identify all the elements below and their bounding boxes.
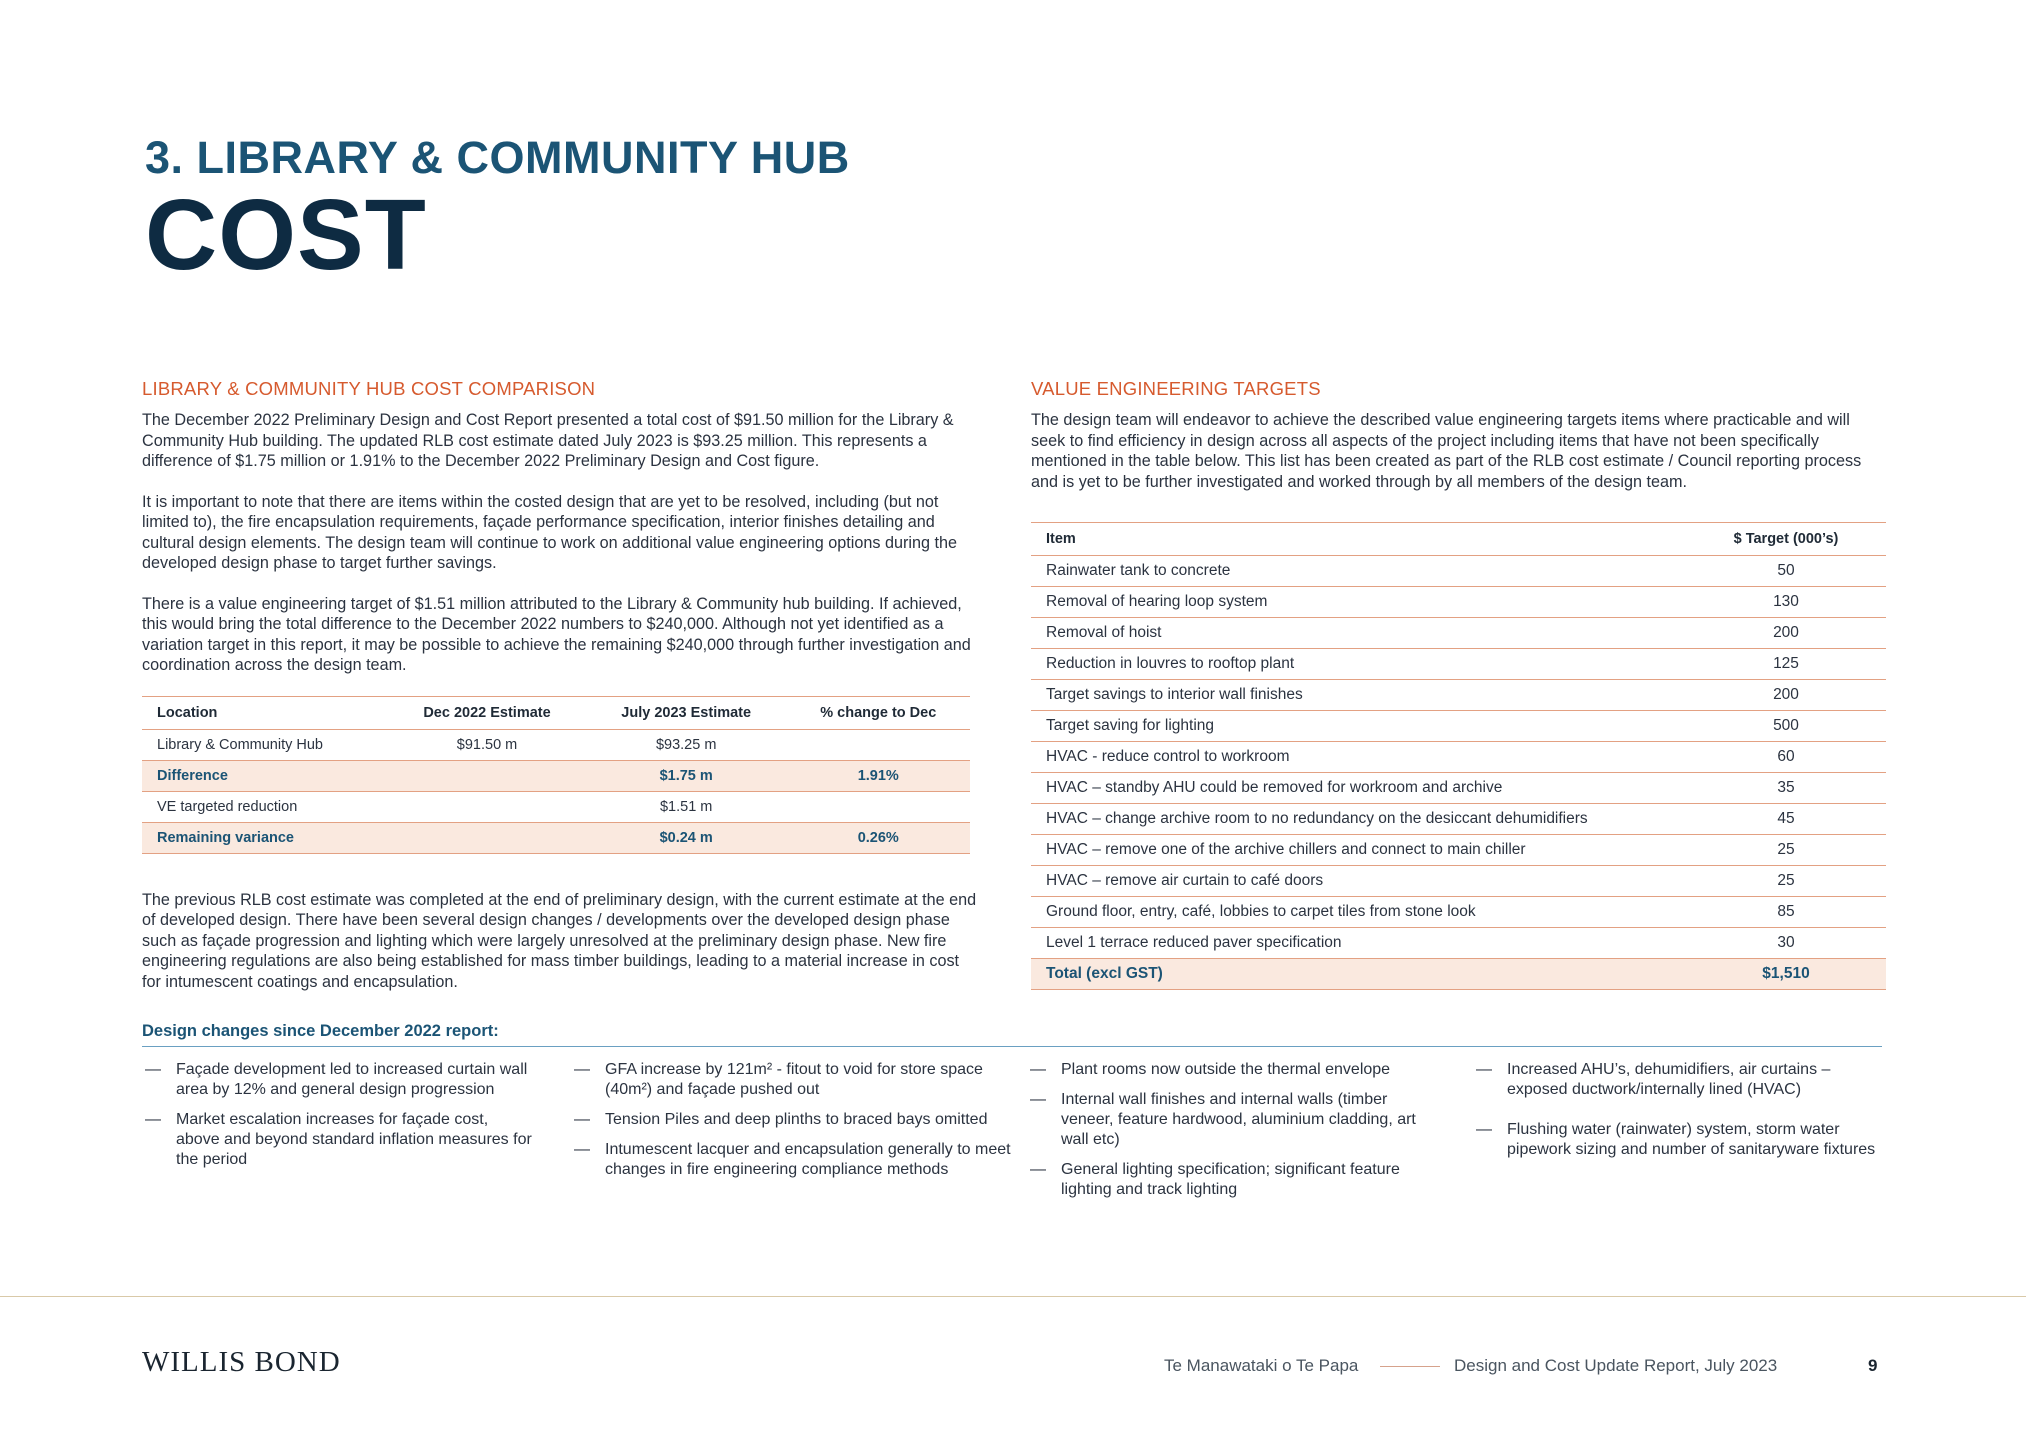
footer-report-title: Design and Cost Update Report, July 2023 [1454, 1356, 1778, 1375]
table-row [142, 760, 970, 791]
list-item: — GFA increase by 121m² - fitout to void for store space (40m²) and façade pushed out [574, 1061, 983, 1098]
table-cell: Removal of hearing loop system [1031, 587, 1686, 618]
table-cell: 200 [1686, 618, 1886, 649]
table-row [1031, 711, 1886, 742]
page-title: COST [145, 179, 427, 291]
table-row [1031, 804, 1886, 835]
table-row [1031, 773, 1886, 804]
intro-paragraph: The December 2022 Preliminary Design and Cost Report presented a total cost of $91.50 million for the Library & Community Hub building. The updated RLB cost estimate dated July 2023 is $93.25 million. This represents a difference of $1.75 million or 1.91% to the December 2022 Preliminary Design and Cost figure. [142, 411, 954, 470]
table-cell: 35 [1686, 773, 1886, 804]
table-cell: HVAC – remove one of the archive chillers and connect to main chiller [1031, 835, 1686, 866]
table-header-row [1031, 523, 1886, 556]
table-cell: $1.75 m [586, 760, 787, 791]
design-changes-column-3 [1030, 1060, 1440, 1210]
column-header: Item [1031, 523, 1686, 556]
table-cell: Ground floor, entry, café, lobbies to carpet tiles from stone look [1031, 897, 1686, 928]
design-changes-heading: Design changes since December 2022 report: [142, 1022, 1882, 1047]
willis-bond-logo: WILLIS BOND [142, 1346, 341, 1378]
table-cell: $0.24 m [586, 822, 787, 853]
table-cell: $1.51 m [586, 791, 787, 822]
table-row [1031, 835, 1886, 866]
table-cell: 200 [1686, 680, 1886, 711]
table-cell: Removal of hoist [1031, 618, 1686, 649]
table-cell: Library & Community Hub [142, 729, 388, 760]
value-engineering-heading: VALUE ENGINEERING TARGETS [1031, 378, 1321, 399]
column-header: % change to Dec [787, 696, 970, 729]
page-number: 9 [1868, 1356, 1878, 1375]
cost-comparison-table [142, 696, 970, 854]
table-cell: 0.26% [787, 822, 970, 853]
table-header-row [142, 696, 970, 729]
table-cell: 25 [1686, 835, 1886, 866]
total-row [1031, 959, 1886, 990]
list-item: — General lighting specification; significant feature lighting and track lighting [1030, 1161, 1400, 1198]
table-row [1031, 649, 1886, 680]
column-header: $ Target (000’s) [1686, 523, 1886, 556]
table-row [1031, 897, 1886, 928]
table-cell [388, 791, 586, 822]
table-cell [388, 760, 586, 791]
table-cell: HVAC – standby AHU could be removed for workroom and archive [1031, 773, 1686, 804]
column-header: July 2023 Estimate [586, 696, 787, 729]
table-cell: Level 1 terrace reduced paver specification [1031, 928, 1686, 959]
cost-comparison-section [142, 378, 982, 1012]
list-item: — Market escalation increases for façade cost, above and beyond standard inflation measures for the period [145, 1111, 532, 1168]
table-cell: HVAC – remove air curtain to café doors [1031, 866, 1686, 897]
table-cell: 125 [1686, 649, 1886, 680]
footer-divider [0, 1296, 2026, 1297]
table-cell: 60 [1686, 742, 1886, 773]
dash-bullet: — [1030, 1091, 1046, 1108]
value-engineering-section [1031, 378, 1886, 990]
table-cell [388, 822, 586, 853]
table-cell: 30 [1686, 928, 1886, 959]
table-cell: Rainwater tank to concrete [1031, 556, 1686, 587]
dash-bullet: — [1476, 1121, 1492, 1138]
table-cell: Remaining variance [142, 822, 388, 853]
dash-bullet: — [1030, 1061, 1046, 1078]
dash-bullet: — [574, 1141, 590, 1158]
estimate-context-paragraph: The previous RLB cost estimate was completed at the end of preliminary design, with the current estimate at the end of developed design. There have been several design changes / developments over the developed design phase such as façade progression and lighting which were largely unresolved at the preliminary design phase. New fire engineering regulations are also being established for mass timber buildings, leading to a material increase in cost for intumescent coatings and encapsulation. [142, 890, 977, 991]
dash-bullet: — [1476, 1061, 1492, 1078]
table-row [1031, 928, 1886, 959]
table-cell: Total (excl GST) [1031, 959, 1686, 990]
list-item: — Intumescent lacquer and encapsulation generally to meet changes in fire engineering compliance methods [574, 1141, 1011, 1178]
list-item: — Flushing water (rainwater) system, storm water pipework sizing and number of sanitaryware fixtures [1476, 1121, 1876, 1158]
ve-target-paragraph: There is a value engineering target of $1.51 million attributed to the Library & Community hub building. If achieved, this would bring the total difference to the December 2022 numbers to $240,000. Although not yet identified as a variation target in this report, it may be possible to achieve the remaining $240,000 through further investigation and coordination across the design team. [142, 594, 971, 674]
table-row [1031, 742, 1886, 773]
design-changes-column-4 [1476, 1060, 1886, 1170]
table-cell: 130 [1686, 587, 1886, 618]
footer-project-name: Te Manawataki o Te Papa [1164, 1356, 1359, 1375]
table-cell: Reduction in louvres to rooftop plant [1031, 649, 1686, 680]
list-item: — Tension Piles and deep plinths to braced bays omitted [574, 1111, 988, 1128]
dash-bullet: — [1030, 1161, 1046, 1178]
column-header: Dec 2022 Estimate [388, 696, 586, 729]
table-cell: $91.50 m [388, 729, 586, 760]
table-cell: 1.91% [787, 760, 970, 791]
table-row [1031, 680, 1886, 711]
list-item: — Internal wall finishes and internal walls (timber veneer, feature hardwood, aluminium cladding, art wall etc) [1030, 1091, 1416, 1148]
value-engineering-table [1031, 522, 1886, 990]
table-cell: 500 [1686, 711, 1886, 742]
table-cell: $93.25 m [586, 729, 787, 760]
table-cell: HVAC - reduce control to workroom [1031, 742, 1686, 773]
table-cell: VE targeted reduction [142, 791, 388, 822]
unresolved-items-paragraph: It is important to note that there are items within the costed design that are yet to be resolved, including (but not limited to), the fire encapsulation requirements, façade performance specification, interior finishes detailing and cultural design elements. The design team will continue to work on additional value engineering options during the developed design phase to target further savings. [142, 492, 957, 572]
table-cell: Difference [142, 760, 388, 791]
dash-bullet: — [574, 1061, 590, 1078]
design-changes-column-2 [574, 1060, 1014, 1190]
table-cell: 45 [1686, 804, 1886, 835]
list-item: — Façade development led to increased curtain wall area by 12% and general design progression [145, 1061, 528, 1098]
table-row [142, 822, 970, 853]
table-row [1031, 618, 1886, 649]
table-cell: 50 [1686, 556, 1886, 587]
table-row [1031, 587, 1886, 618]
dash-bullet: — [574, 1111, 590, 1128]
table-row [142, 729, 970, 760]
value-engineering-paragraph: The design team will endeavor to achieve the described value engineering targets items where practicable and will seek to find efficiency in design across all aspects of the project including items that have not been specifically mentioned in the table below. This list has been created as part of the RLB cost estimate / Council reporting process and is yet to be further investigated and worked through by all members of the design team. [1031, 411, 1862, 491]
table-row [142, 791, 970, 822]
table-cell [787, 729, 970, 760]
cost-comparison-heading: LIBRARY & COMMUNITY HUB COST COMPARISON [142, 378, 596, 399]
table-cell: 25 [1686, 866, 1886, 897]
table-cell: Target saving for lighting [1031, 711, 1686, 742]
dash-bullet: — [145, 1111, 161, 1128]
table-cell: $1,510 [1686, 959, 1886, 990]
table-row [1031, 866, 1886, 897]
list-item: — Plant rooms now outside the thermal envelope [1030, 1061, 1391, 1078]
footer-separator [1380, 1366, 1440, 1367]
column-header: Location [142, 696, 388, 729]
table-cell: 85 [1686, 897, 1886, 928]
section-kicker: 3. LIBRARY & COMMUNITY HUB [145, 132, 850, 183]
table-row [1031, 556, 1886, 587]
table-cell [787, 791, 970, 822]
table-cell: HVAC – change archive room to no redundancy on the desiccant dehumidifiers [1031, 804, 1686, 835]
table-cell: Target savings to interior wall finishes [1031, 680, 1686, 711]
list-item: — Increased AHU’s, dehumidifiers, air curtains – exposed ductwork/internally lined (HVAC) [1476, 1061, 1831, 1098]
dash-bullet: — [145, 1061, 161, 1078]
design-changes-column-1 [145, 1060, 535, 1180]
